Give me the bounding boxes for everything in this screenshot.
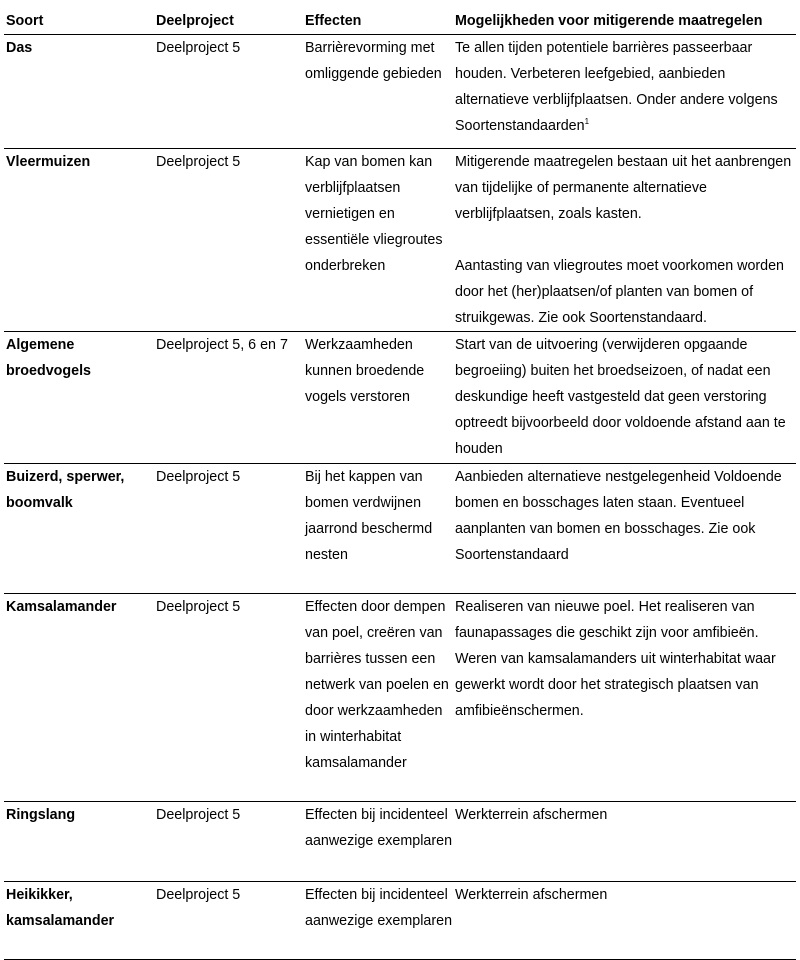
cell-maatregelen: Start van de uitvoering (verwijderen opgaande begroeiing) buiten het broedseizoen, of nadat een deskundige heeft vastgesteld dat geen verstoring optreedt bijvoorbeeld door voldoende afstand aan te houden [453, 332, 796, 464]
maatregel-text [455, 35, 796, 139]
cell-effecten: Barrièrevorming met omliggende gebieden [303, 35, 453, 149]
cell-effecten: Bij het kappen van bomen verdwijnen jaarrond beschermd nesten [303, 464, 453, 594]
footnote-marker: 1 [584, 117, 590, 126]
table-header-row [4, 8, 796, 35]
cell-soort: Heikikker, kamsalamander [4, 882, 154, 960]
cell-maatregelen: Aanbieden alternatieve nestgelegenheid Voldoende bomen en bosschages laten staan. Eventueel aanplanten van bomen en bosschages. Zie ook Soortenstandaard [453, 464, 796, 594]
table-row [4, 149, 796, 332]
cell-deelproject: Deelproject 5 [154, 464, 303, 594]
table-row [4, 35, 796, 149]
table-row [4, 332, 796, 464]
maatregel-paragraph-2: Aantasting van vliegroutes moet voorkomen worden door het (her)plaatsen/of planten van bomen of struikgewas. Zie ook Soortenstandaard. [455, 258, 785, 326]
header-maatregelen: Mogelijkheden voor mitigerende maatregelen [453, 8, 796, 35]
table-row [4, 464, 796, 594]
cell-effecten: Effecten door dempen van poel, creëren van barrières tussen een netwerk van poelen en door werkzaamheden in winterhabitat kamsalamander [303, 594, 453, 802]
header-soort: Soort [4, 8, 154, 35]
cell-maatregelen: Werkterrein afschermen [453, 802, 796, 882]
cell-soort: Vleermuizen [4, 149, 154, 332]
cell-maatregelen: Realiseren van nieuwe poel. Het realiseren van faunapassages die geschikt zijn voor amfibieën. Weren van kamsalamanders uit winterhabitat waar gewerkt wordt door het strategisch plaatsen van amfibieënschermen. [453, 594, 796, 802]
cell-deelproject: Deelproject 5, 6 en 7 [154, 332, 303, 464]
cell-soort: Ringslang [4, 802, 154, 882]
cell-soort: Algemene broedvogels [4, 332, 154, 464]
cell-deelproject: Deelproject 5 [154, 35, 303, 149]
table-row [4, 882, 796, 960]
cell-maatregelen: Werkterrein afschermen [453, 882, 796, 960]
cell-effecten: Kap van bomen kan verblijfplaatsen vernietigen en essentiële vliegroutes onderbreken [303, 149, 453, 332]
maatregel-paragraph-1: Mitigerende maatregelen bestaan uit het aanbrengen van tijdelijke of permanente alternatieve verblijfplaatsen, zoals kasten. [455, 154, 792, 222]
cell-effecten: Effecten bij incidenteel aanwezige exemplaren [303, 882, 453, 960]
cell-soort: Buizerd, sperwer, boomvalk [4, 464, 154, 594]
cell-effecten: Effecten bij incidenteel aanwezige exemplaren [303, 802, 453, 882]
cell-soort: Das [4, 35, 154, 149]
table-row [4, 802, 796, 882]
cell-maatregelen [453, 35, 796, 149]
cell-deelproject: Deelproject 5 [154, 882, 303, 960]
cell-soort: Kamsalamander [4, 594, 154, 802]
header-deelproject: Deelproject [154, 8, 303, 35]
species-mitigation-table [4, 8, 796, 960]
cell-deelproject: Deelproject 5 [154, 594, 303, 802]
table-row [4, 594, 796, 802]
maatregel-text-body: Te allen tijden potentiele barrières passeerbaar houden. Verbeteren leefgebied, aanbieden alternatieve verblijfplaatsen. Onder andere volgens Soortenstandaarden [455, 40, 778, 134]
cell-effecten: Werkzaamheden kunnen broedende vogels verstoren [303, 332, 453, 464]
cell-maatregelen [453, 149, 796, 332]
header-effecten: Effecten [303, 8, 453, 35]
cell-deelproject: Deelproject 5 [154, 149, 303, 332]
cell-deelproject: Deelproject 5 [154, 802, 303, 882]
